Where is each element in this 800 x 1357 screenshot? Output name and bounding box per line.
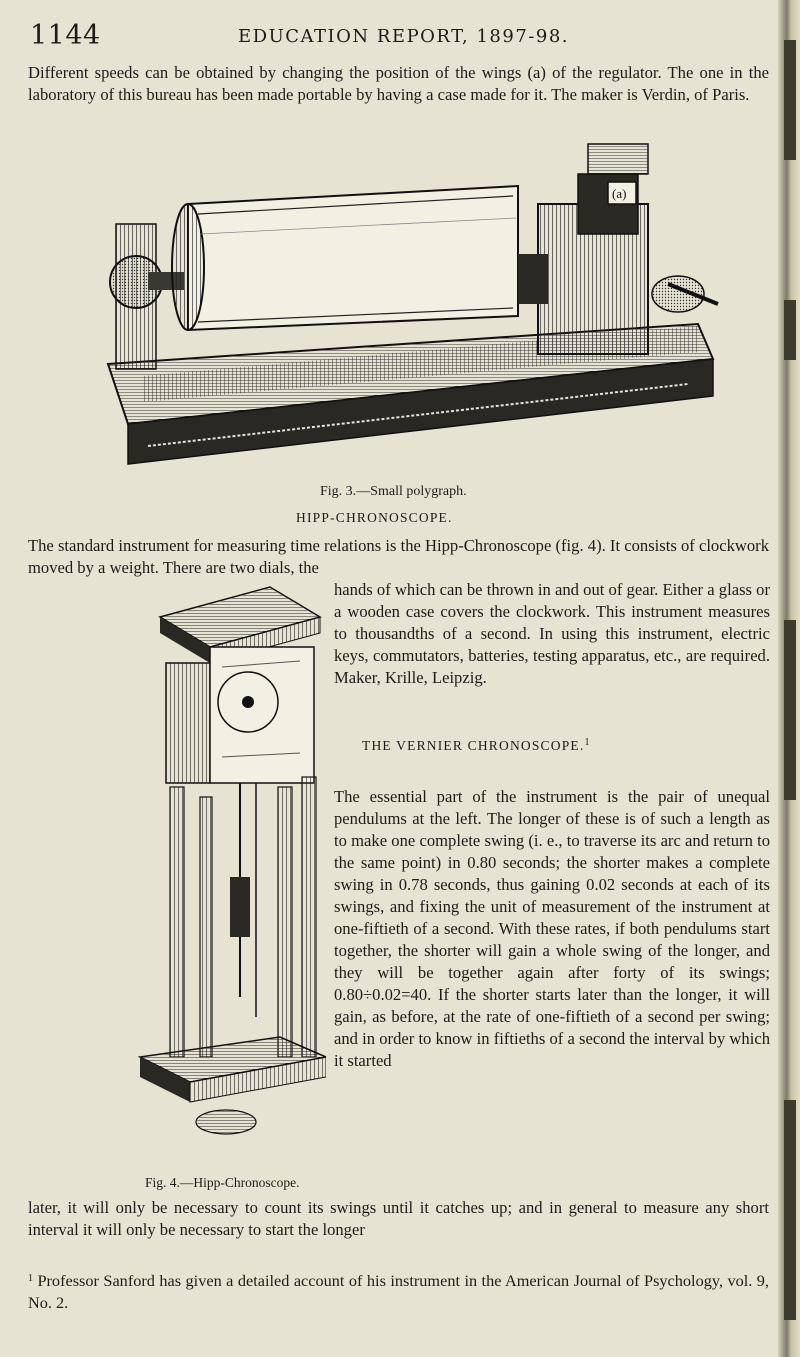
footnote-reference: 1: [584, 737, 591, 748]
hipp-paragraph-intro: The standard instrument for measuring time relations is the Hipp-Chronoscope (fig. 4). It consists of clockwork moved by a weight. There are two dials, the: [28, 536, 769, 577]
page-header: [30, 20, 770, 54]
binding-shadow: [784, 1100, 796, 1320]
polygraph-illustration: [88, 134, 728, 474]
footnote-marker: 1: [28, 1273, 33, 1284]
page-edge-binding: [778, 0, 800, 1357]
binding-shadow: [784, 40, 796, 160]
footnote-text: Professor Sanford has given a detailed account of his instrument in the American Journal of Psychology, vol. 9, No. 2.: [28, 1271, 769, 1312]
vernier-paragraph: The essential part of the instrument is the pair of unequal pendulums at the left. The longer of these is of such a length as to make one complete swing (i. e., to traverse its arc and return to the same point) in 0.80 seconds; the shorter makes a complete swing in 0.78 seconds, thus gaining 0.02 seconds at each of its swings, and fixing the unit of measurement of the instrument at one-fiftieth of a second. With these rates, if both pendulums start together, the shorter will gain a whole swing of the longer, and they will be together again after forty of its swings; 0.80÷0.02=40. If the shorter starts later than the longer, it will gain, as before, at the rate of one-fiftieth of a second per swing; and in order to know in fiftieths of a second the interval by which it started: [334, 787, 770, 1070]
footnote: [28, 1270, 769, 1314]
hipp-paragraph-continued: hands of which can be thrown in and out of gear. Either a glass or a wooden case covers the clockwork. This instrument measures to thousandths of a second. In using this instrument, electric keys, commutators, batteries, testing apparatus, etc., are required. Maker, Krille, Leipzig.: [334, 580, 770, 687]
vernier-paragraph-continued: later, it will only be necessary to count its swings until it catches up; and in general to measure any short interval it will only be necessary to start the longer: [28, 1198, 769, 1239]
regulator-wing-label: (a): [612, 186, 627, 201]
hipp-chronoscope-illustration: [130, 577, 326, 1157]
section-heading-vernier: THE VERNIER CHRONOSCOPE.$^1$: [362, 737, 591, 753]
figure-3-caption: Fig. 3.—Small polygraph.: [320, 484, 467, 499]
figure-4-caption: Fig. 4.—Hipp-Chronoscope.: [145, 1175, 300, 1190]
running-head: EDUCATION REPORT, 1897-98.: [238, 26, 569, 47]
binding-shadow: [784, 620, 796, 800]
page-number: 1144: [30, 20, 101, 51]
intro-paragraph: Different speeds can be obtained by changing the position of the wings (a) of the regulator. The one in the laboratory of this bureau has been made portable by having a case made for it. The maker is Verdin, of Paris.: [28, 63, 769, 104]
section-heading-hipp: HIPP-CHRONOSCOPE.: [296, 510, 453, 525]
binding-shadow: [784, 300, 796, 360]
